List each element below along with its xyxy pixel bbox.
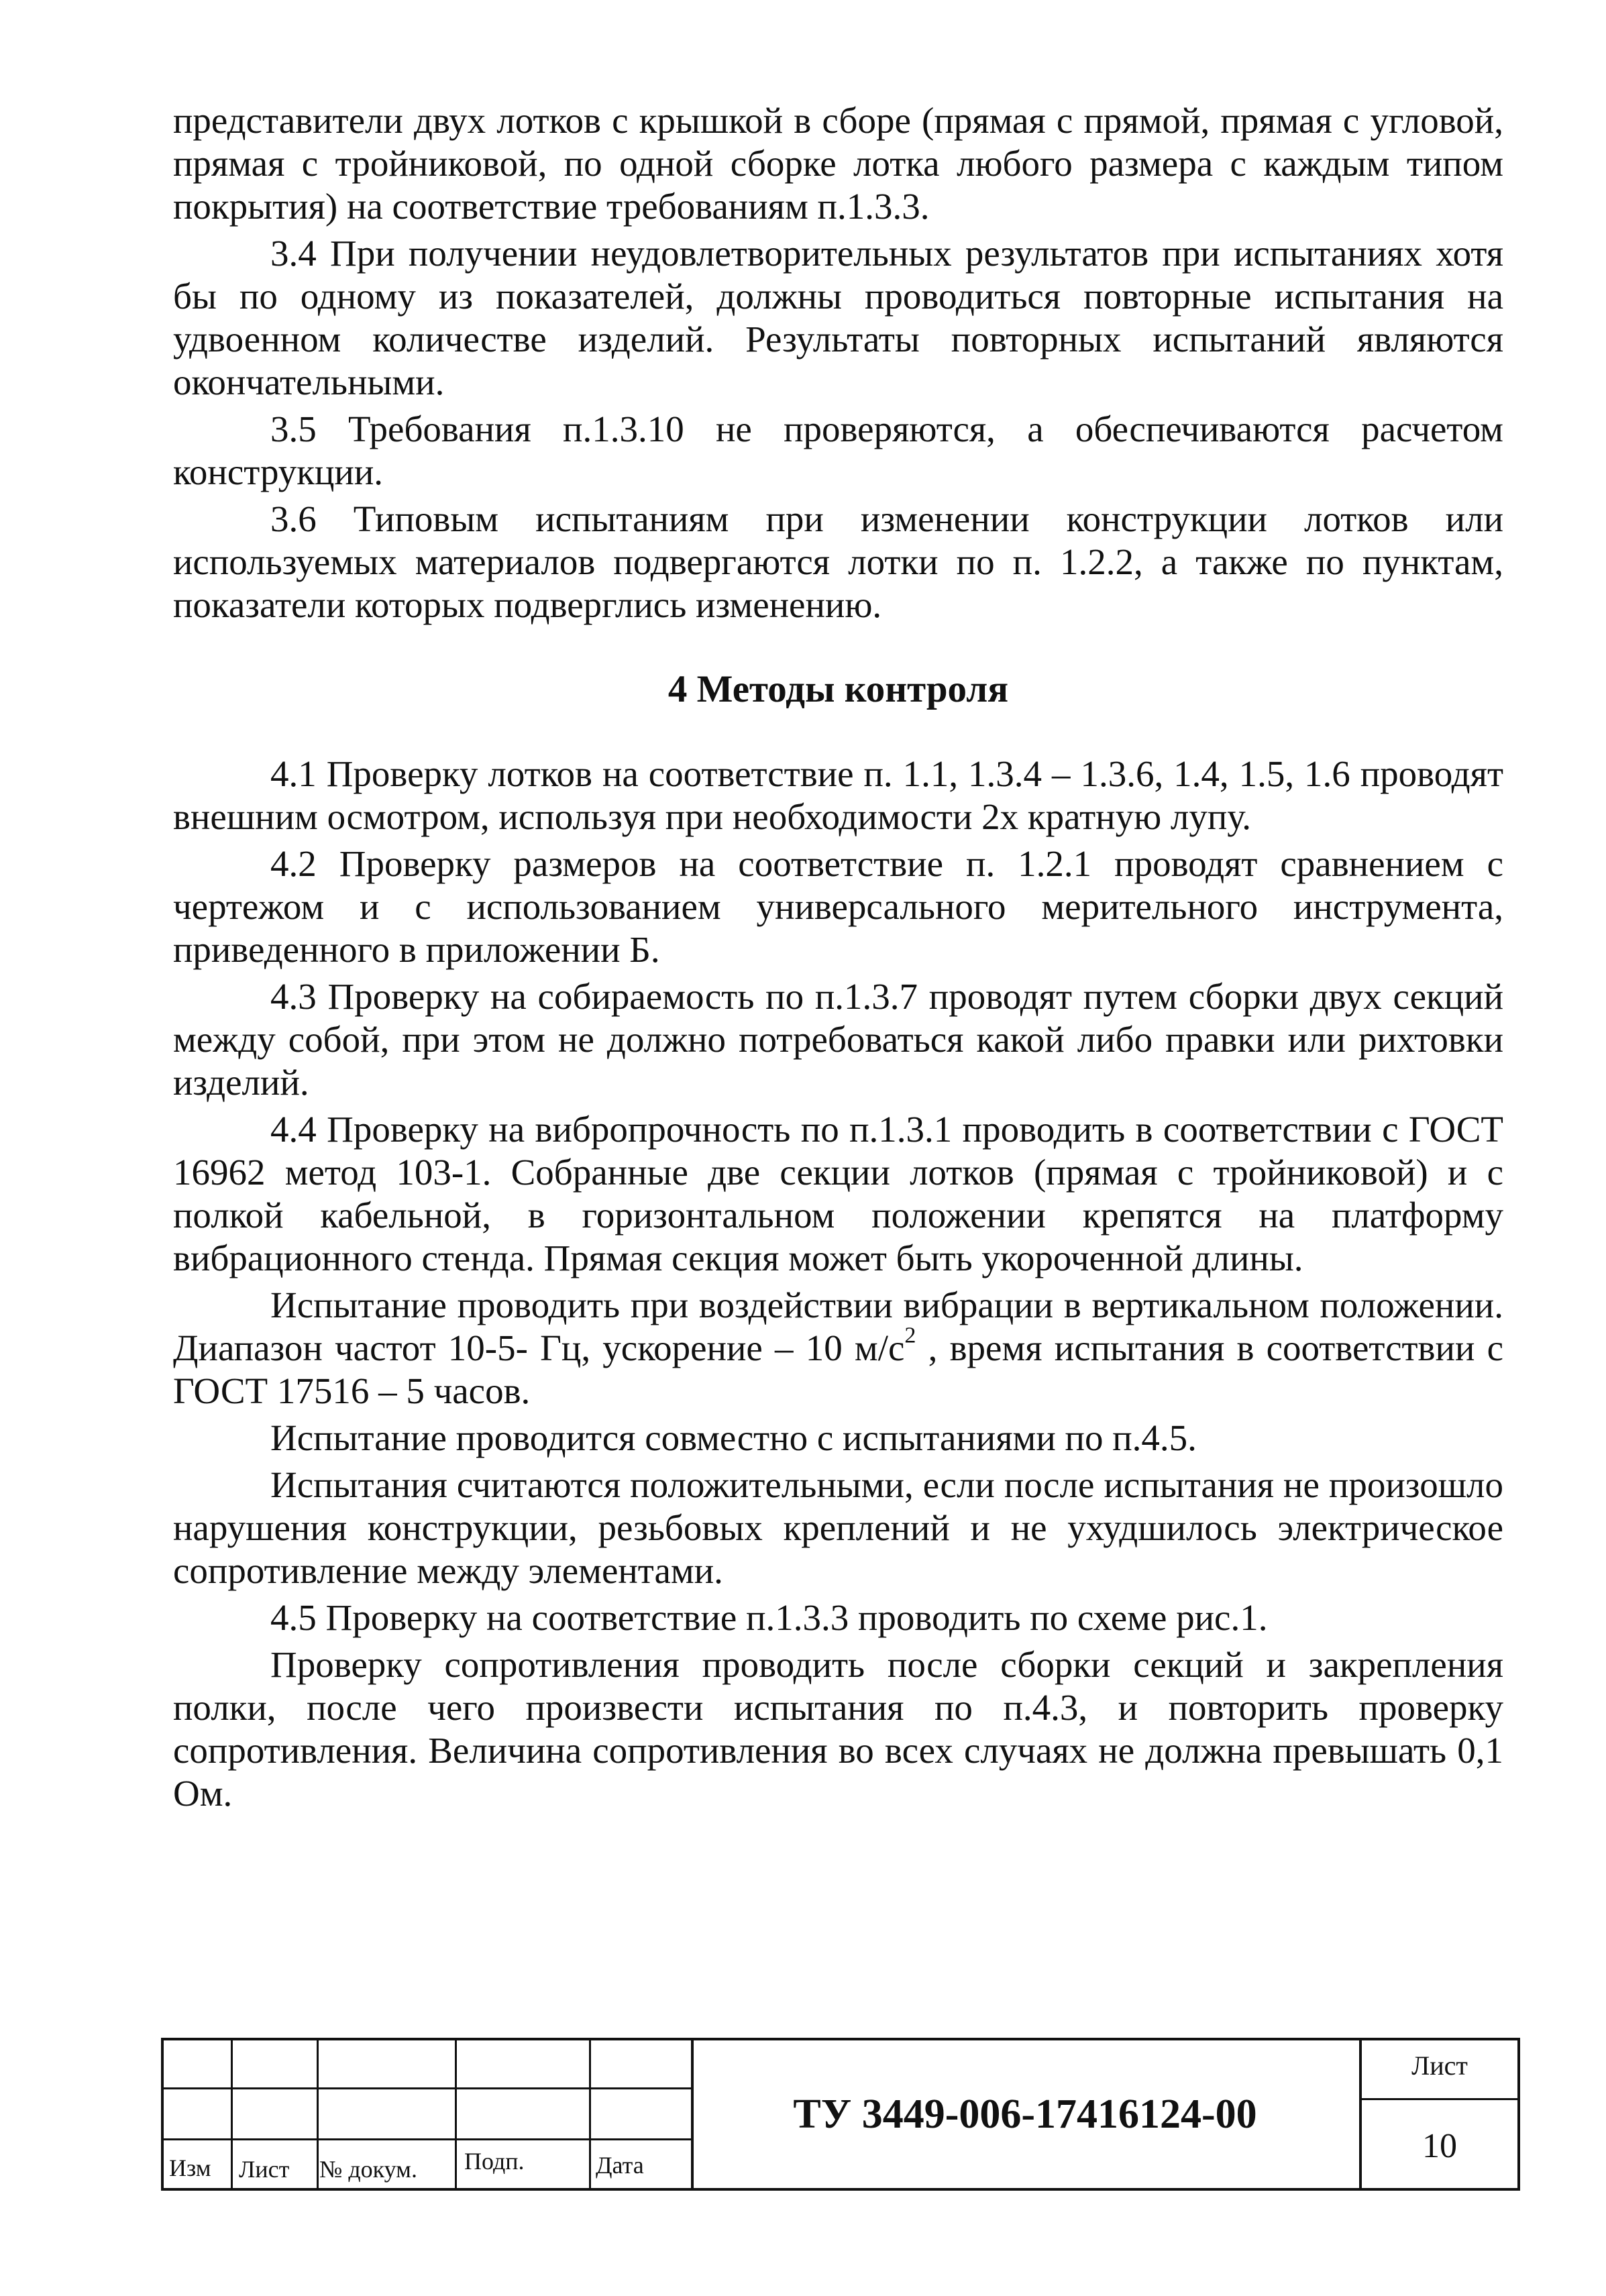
paragraph-continuation: представители двух лотков с крышкой в сборе (прямая с прямой, прямая с угловой, прямая с тройниковой, по одной сборке лотка любого размера с каждым типом покрытия) на соответствие требованиям п.1.3.3.	[173, 100, 1503, 227]
paragraph-resistance-check: Проверку сопротивления проводить после сборки секций и закрепления полки, после чего произвести испытания по п.4.3, и повторить проверку сопротивления. Величина сопротивления во всех случаях не должна превышать 0,1 Ом.	[173, 1644, 1503, 1814]
stamp-caption-doc-number: № докум.	[319, 2156, 417, 2183]
paragraph-3-5: 3.5 Требования п.1.3.10 не проверяются, а обеспечиваются расчетом конструкции.	[173, 408, 1503, 492]
paragraph-4-1: 4.1 Проверку лотков на соответствие п. 1.1, 1.3.4 – 1.3.6, 1.4, 1.5, 1.6 проводят внешним осмотром, используя при необходимости 2х кратную лупу.	[173, 753, 1503, 837]
stamp-caption-izm: Изм	[169, 2154, 211, 2181]
paragraph-3-4: 3.4 При получении неудовлетворительных результатов при испытаниях хотя бы по одному из показателей, должны проводиться повторные испытания на удвоенном количестве изделий. Результаты повторных испытаний являются окончательными.	[173, 233, 1503, 402]
stamp-row-line	[164, 2087, 694, 2089]
stamp-caption-signature: Подп.	[464, 2148, 525, 2175]
paragraph-3-6: 3.6 Типовым испытаниям при изменении конструкции лотков или используемых материалов подвергаются лотки по п. 1.2.2, а также по пунктам, показатели которых подверглись изменению.	[173, 498, 1503, 625]
stamp-row-line	[1359, 2098, 1517, 2100]
stamp-col-line	[231, 2040, 233, 2188]
section-heading: 4 Методы контроля	[667, 668, 1009, 710]
sheet-number: 10	[1422, 2127, 1457, 2165]
document-code: ТУ 3449-006-17416124-00	[793, 2091, 1257, 2137]
stamp-col-line	[317, 2040, 319, 2188]
superscript-exponent: 2	[904, 1323, 916, 1348]
paragraph-vibration-test	[173, 1284, 1503, 1413]
paragraph-4-2: 4.2 Проверку размеров на соответствие п. 1.2.1 проводят сравнением с чертежом и с использованием универсального мерительного инструмента, приведенного в приложении Б.	[173, 843, 1503, 970]
paragraph-4-5: 4.5 Проверку на соответствие п.1.3.3 проводить по схеме рис.1.	[270, 1597, 1268, 1638]
document-body	[173, 99, 1503, 1819]
paragraph-4-3: 4.3 Проверку на собираемость по п.1.3.7 проводят путем сборки двух секций между собой, при этом не должно потребоваться какой либо правки или рихтовки изделий.	[173, 976, 1503, 1103]
stamp-col-line	[455, 2040, 457, 2188]
title-block-stamp	[161, 2038, 1520, 2191]
vibration-text-before: Испытание проводить при воздействии вибрации в вертикальном положении. Диапазон частот 10-5- Гц, ускорение – 10 м/с	[173, 1284, 1503, 1368]
vibration-text-after: , время испытания в соответствии с ГОСТ 17516 – 5 часов.	[173, 1327, 1503, 1411]
stamp-caption-date: Дата	[596, 2152, 644, 2179]
paragraph-4-4: 4.4 Проверку на вибропрочность по п.1.3.1 проводить в соответствии с ГОСТ 16962 метод 103-1. Собранные две секции лотков (прямая с тройниковой) и с полкой кабельной, в горизонтальном положении крепятся на платформу вибрационного стенда. Прямая секция может быть укороченной длины.	[173, 1109, 1503, 1278]
paragraph-test-joint: Испытание проводится совместно с испытаниями по п.4.5.	[270, 1417, 1197, 1458]
stamp-caption-list: Лист	[239, 2156, 290, 2183]
paragraph-test-criteria: Испытания считаются положительными, если после испытания не произошло нарушения конструкции, резьбовых креплений и не ухудшилось электрическое сопротивление между элементами.	[173, 1464, 1503, 1591]
stamp-col-line	[589, 2040, 591, 2188]
stamp-row-line	[164, 2138, 694, 2140]
sheet-label: Лист	[1411, 2051, 1468, 2081]
